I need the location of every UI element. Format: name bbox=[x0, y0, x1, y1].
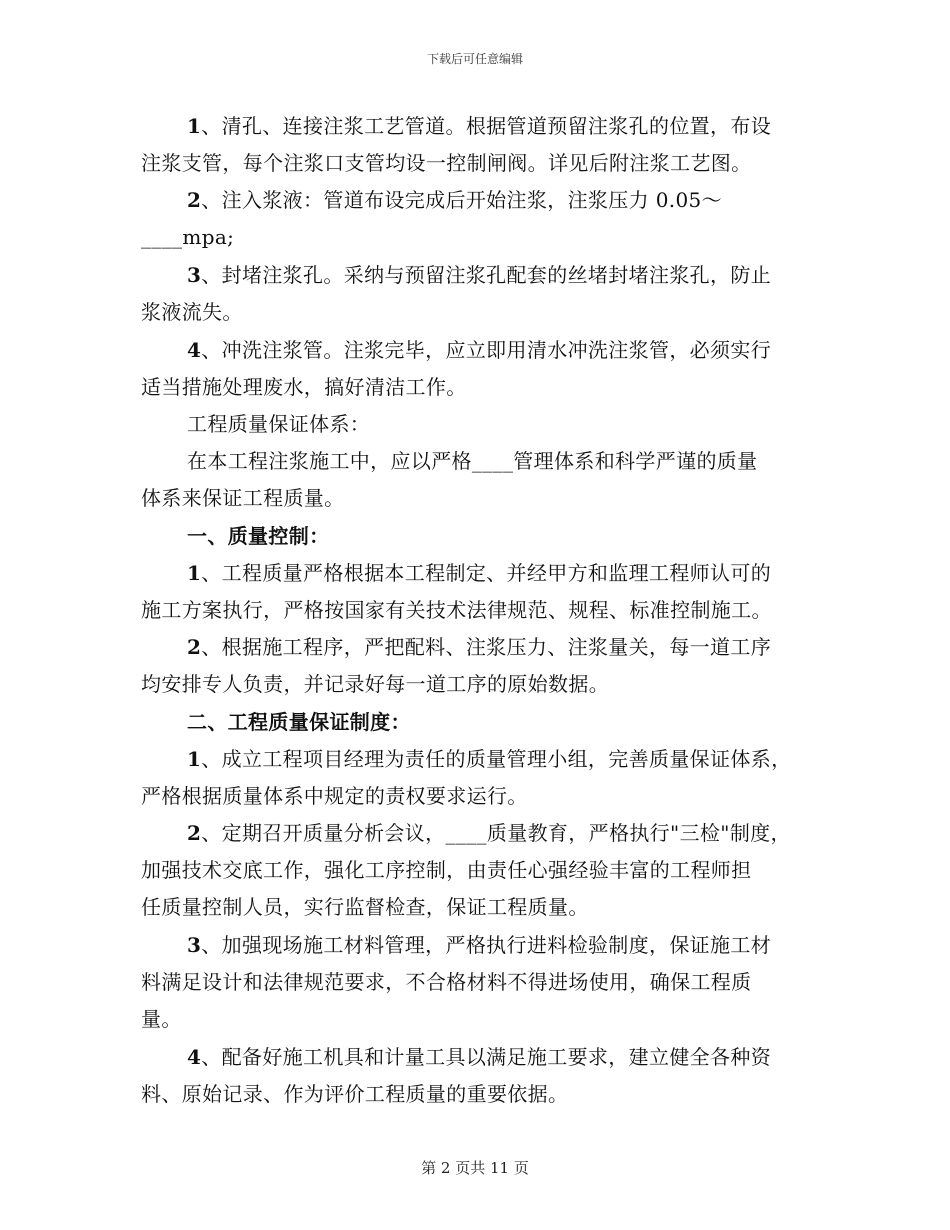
paragraph-line bbox=[187, 185, 722, 215]
paragraph-line bbox=[187, 744, 791, 774]
line-text: 、成立工程项目经理为责任的质量管理小组，完善质量保证体系， bbox=[201, 747, 792, 771]
line-text: 料满足设计和法律规范要求，不合格材料不得进场使用，确保工程质 bbox=[141, 970, 752, 994]
item-number: 2 bbox=[187, 635, 202, 659]
line-text: 体系来保证工程质量。 bbox=[141, 486, 345, 510]
paragraph-line bbox=[187, 558, 771, 588]
section-heading bbox=[187, 409, 370, 439]
line-text: 、冲洗注浆管。注浆完毕，应立即用清水冲洗注浆管，必须实行 bbox=[201, 338, 772, 362]
paragraph-line bbox=[187, 446, 758, 476]
paragraph-line bbox=[141, 967, 752, 997]
line-text: 加强技术交底工作，强化工序控制，由责任心强经验丰富的工程师担 bbox=[141, 858, 752, 882]
paragraph-line bbox=[141, 1079, 568, 1109]
line-text: 适当措施处理废水，搞好清洁工作。 bbox=[141, 375, 467, 399]
item-number: 3 bbox=[187, 933, 202, 957]
line-text: 任质量控制人员，实行监督检查，保证工程质量。 bbox=[141, 895, 589, 919]
item-number: 3 bbox=[187, 263, 202, 287]
paragraph-line bbox=[187, 260, 771, 290]
page-footer: 第 2 页共 11 页 bbox=[421, 1159, 529, 1177]
line-text: 、定期召开质量分析会议，____质量教育，严格执行"三检"制度， bbox=[201, 821, 791, 845]
line-text: 施工方案执行，严格按国家有关技术法律规范、规程、标准控制施工。 bbox=[141, 598, 772, 622]
paragraph-line bbox=[187, 111, 771, 141]
line-text: 、配备好施工机具和计量工具以满足施工要求，建立健全各种资 bbox=[201, 1045, 772, 1069]
paragraph-line bbox=[187, 632, 771, 662]
line-text: 、清孔、连接注浆工艺管道。根据管道预留注浆孔的位置，布设 bbox=[201, 114, 772, 138]
item-number: 1 bbox=[187, 114, 202, 138]
line-text: 注浆支管，每个注浆口支管均设一控制闸阀。详见后附注浆工艺图。 bbox=[141, 151, 752, 175]
page-header: 下载后可任意编辑 bbox=[426, 52, 523, 66]
line-text: ____mpa; bbox=[141, 225, 235, 249]
section-heading bbox=[187, 521, 329, 551]
paragraph-line bbox=[141, 1004, 182, 1034]
paragraph-line bbox=[187, 930, 771, 960]
line-text: 料、原始记录、作为评价工程质量的重要依据。 bbox=[141, 1082, 569, 1106]
line-text: 、加强现场施工材料管理，严格执行进料检验制度，保证施工材 bbox=[201, 933, 772, 957]
line-text: 均安排专人负责，并记录好每一道工序的原始数据。 bbox=[141, 672, 610, 696]
item-number: 1 bbox=[187, 561, 202, 585]
paragraph-line bbox=[187, 1042, 771, 1072]
line-text: 、注入浆液：管道布设完成后开始注浆，注浆压力 0.05～ bbox=[201, 188, 722, 212]
line-text: 一、质量控制： bbox=[187, 524, 330, 548]
item-number: 4 bbox=[187, 338, 202, 362]
paragraph-line bbox=[141, 372, 467, 402]
paragraph-line bbox=[141, 892, 589, 922]
item-number: 2 bbox=[187, 821, 202, 845]
line-text: 工程质量保证体系： bbox=[187, 412, 371, 436]
item-number: 2 bbox=[187, 188, 202, 212]
paragraph-line bbox=[141, 483, 345, 513]
line-text: 浆液流失。 bbox=[141, 300, 243, 324]
line-text: 、根据施工程序，严把配料、注浆压力、注浆量关，每一道工序 bbox=[201, 635, 772, 659]
line-text: 、工程质量严格根据本工程制定、并经甲方和监理工程师认可的 bbox=[201, 561, 772, 585]
line-text: 在本工程注浆施工中，应以严格____管理体系和科学严谨的质量 bbox=[187, 449, 758, 473]
paragraph-line bbox=[141, 297, 243, 327]
paragraph-line bbox=[141, 669, 609, 699]
paragraph-line bbox=[187, 818, 791, 848]
paragraph-line bbox=[141, 148, 752, 178]
line-text: 二、工程质量保证制度： bbox=[187, 710, 411, 734]
item-number: 1 bbox=[187, 747, 202, 771]
paragraph-line bbox=[187, 335, 771, 365]
line-text: 量。 bbox=[141, 1007, 182, 1031]
paragraph-line bbox=[141, 222, 234, 252]
line-text: 严格根据质量体系中规定的责权要求运行。 bbox=[141, 784, 528, 808]
paragraph-line bbox=[141, 855, 752, 885]
section-heading bbox=[187, 707, 411, 737]
paragraph-line bbox=[141, 781, 528, 811]
paragraph-line bbox=[141, 595, 772, 625]
item-number: 4 bbox=[187, 1045, 202, 1069]
line-text: 、封堵注浆孔。采纳与预留注浆孔配套的丝堵封堵注浆孔，防止 bbox=[201, 263, 772, 287]
